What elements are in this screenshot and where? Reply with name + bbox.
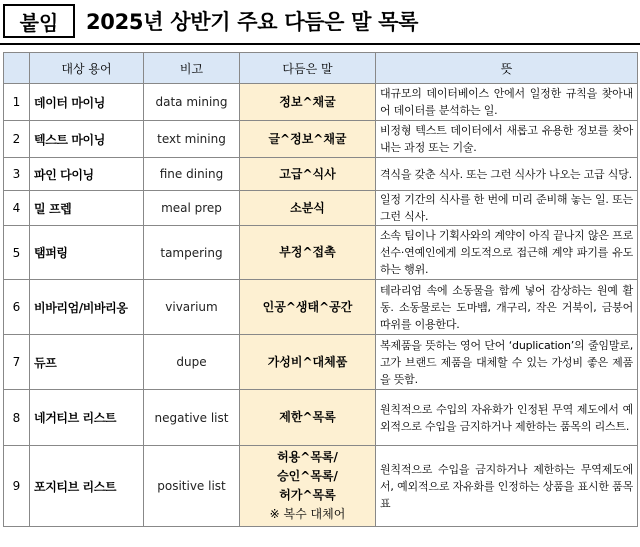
term-english: vivarium [144,280,240,335]
page-title: 2025년 상반기 주요 다듬은 말 목록 [86,10,419,34]
target-term: 텍스트 마이닝 [30,121,144,158]
row-number: 6 [4,280,30,335]
alternative-term [240,335,376,390]
title-underline [0,43,640,45]
term-english: tampering [144,226,240,280]
row-number: 1 [4,84,30,121]
table-header-row [4,53,638,84]
target-term: 네거티브 리스트 [30,390,144,446]
row-number: 7 [4,335,30,390]
header-number [4,53,30,84]
page-header [0,0,640,44]
term-english: dupe [144,335,240,390]
term-meaning: 복제품을 뜻하는 영어 단어 ‘duplication’의 줄임말로, 고가 브랜드 제품을 대체할 수 있는 가성비 좋은 제품을 뜻함. [376,335,638,390]
alternative-term [240,84,376,121]
alternative-term [240,390,376,446]
header-term: 대상 용어 [30,53,144,84]
header-meaning: 뜻 [376,53,638,84]
term-english: data mining [144,84,240,121]
row-number: 3 [4,158,30,191]
alternative-term-line: 허용^목록/ [277,450,338,464]
alternative-term-line: 정보^채굴 [279,94,336,109]
term-english: meal prep [144,191,240,226]
table-row [4,335,638,390]
alternative-note: ※ 복수 대체어 [269,507,346,521]
target-term: 듀프 [30,335,144,390]
alternative-term [240,280,376,335]
alternative-term [240,446,376,527]
terms-table [3,52,638,527]
alternative-term [240,226,376,280]
row-number: 2 [4,121,30,158]
term-english: fine dining [144,158,240,191]
table-row [4,191,638,226]
target-term: 데이터 마이닝 [30,84,144,121]
term-english: negative list [144,390,240,446]
table-row [4,280,638,335]
term-meaning: 일정 기간의 식사를 한 번에 미리 준비해 놓는 일. 또는 그런 식사. [376,191,638,226]
alternative-term [240,158,376,191]
term-english: text mining [144,121,240,158]
term-meaning: 원칙적으로 수입을 금지하거나 제한하는 무역제도에서, 예외적으로 자유화를 인정하는 상품을 표시한 품목표 [376,446,638,527]
term-english: positive list [144,446,240,527]
row-number: 9 [4,446,30,527]
alternative-term [240,121,376,158]
target-term: 비바리엄/비바리옹 [30,280,144,335]
alternative-term-line: 가성비^대체품 [267,354,348,369]
alternative-term-line: 제한^목록 [279,410,336,424]
table-row [4,121,638,158]
term-meaning: 격식을 갖춘 식사. 또는 그런 식사가 나오는 고급 식당. [376,158,638,191]
term-meaning: 원칙적으로 수입의 자유화가 인정된 무역 제도에서 예외적으로 수입을 금지하거나 제한하는 품목의 리스트. [376,390,638,446]
target-term: 파인 다이닝 [30,158,144,191]
alternative-term-line: 허가^목록 [279,488,336,502]
header-note: 비고 [144,53,240,84]
target-term: 포지티브 리스트 [30,446,144,527]
table-row [4,446,638,527]
alternative-term [240,191,376,226]
alternative-term-line: 인공^생태^공간 [262,299,353,314]
table-row [4,390,638,446]
table-row [4,84,638,121]
term-meaning: 대규모의 데이터베이스 안에서 일정한 규칙을 찾아내어 데이터를 분석하는 일. [376,84,638,121]
attachment-badge: 붙임 [3,4,75,38]
target-term: 탬퍼링 [30,226,144,280]
table-row [4,158,638,191]
table-row [4,226,638,280]
header-alternative: 다듬은 말 [240,53,376,84]
alternative-term-line: 소분식 [290,200,325,215]
row-number: 5 [4,226,30,280]
alternative-term-line: 부정^접촉 [279,245,336,259]
alternative-term-line: 글^정보^채굴 [268,131,347,146]
term-meaning: 소속 팀이나 기획사와의 계약이 아직 끝나지 않은 프로 선수·연예인에게 의도적으로 접근해 계약 파기를 유도하는 행위. [376,226,638,280]
row-number: 4 [4,191,30,226]
alternative-term-line: 고급^식사 [279,166,336,181]
alternative-term-line: 승인^목록/ [277,469,338,483]
term-meaning: 비정형 텍스트 데이터에서 새롭고 유용한 정보를 찾아내는 과정 또는 기술. [376,121,638,158]
term-meaning: 테라리엄 속에 소동물을 함께 넣어 감상하는 원예 활동. 소동물로는 도마뱀, 개구리, 작은 거북이, 금붕어 따위를 이용한다. [376,280,638,335]
row-number: 8 [4,390,30,446]
target-term: 밀 프렙 [30,191,144,226]
